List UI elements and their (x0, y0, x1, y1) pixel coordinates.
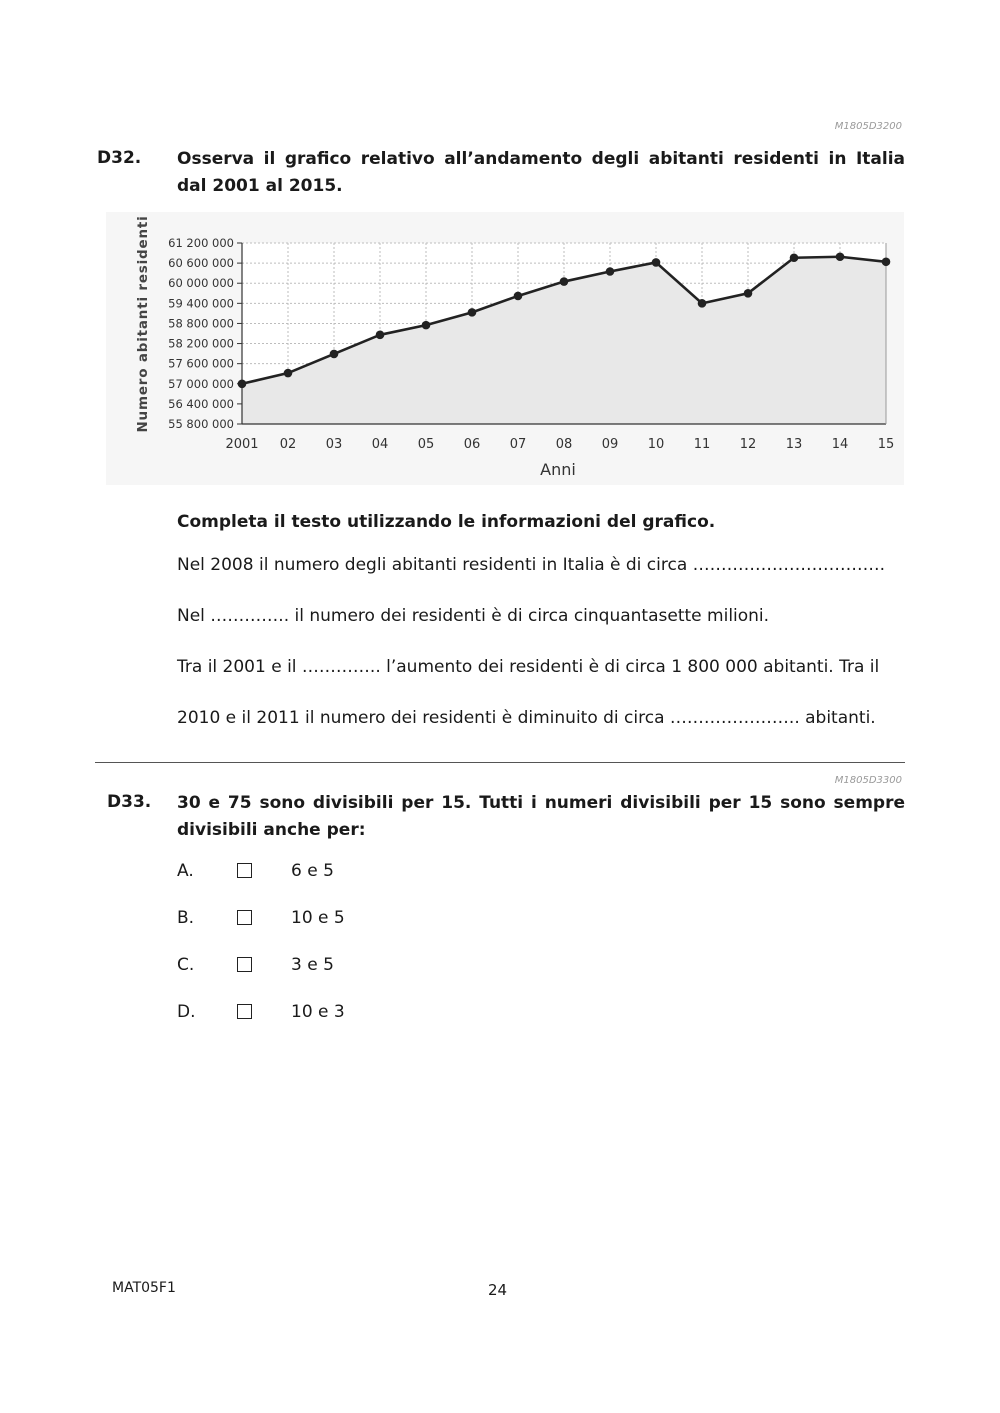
y-tick-label: 57 000 000 (168, 376, 234, 391)
x-tick-label: 08 (555, 437, 573, 452)
checkbox-icon[interactable] (237, 1004, 252, 1019)
y-tick-label: 56 400 000 (168, 396, 234, 411)
page-number: 24 (488, 1281, 508, 1299)
fill-in-line-2: Nel ………….. il numero dei residenti è di circa cinquantasette milioni. (177, 606, 770, 626)
question-code: M1805D3300 (834, 775, 902, 786)
fill-in-line-1: Nel 2008 il numero degli abitanti residenti in Italia è di circa ……………………………. (177, 555, 886, 575)
option-value: 3 e 5 (291, 955, 334, 975)
checkbox-icon[interactable] (237, 910, 252, 925)
fill-in-line-4: 2010 e il 2011 il numero dei residenti è diminuito di circa ………………….. abitanti. (177, 708, 876, 728)
x-tick-label: 04 (371, 437, 389, 452)
question-code: M1805D3200 (834, 121, 902, 132)
data-point (698, 299, 707, 308)
x-tick-label: 05 (417, 437, 435, 452)
x-tick-label: 03 (325, 437, 343, 452)
data-point (468, 308, 477, 317)
option-label: A. (177, 861, 194, 881)
y-axis-label: Numero abitanti residenti (135, 215, 151, 433)
y-tick-label: 59 400 000 (168, 296, 234, 311)
data-point (238, 379, 247, 388)
data-point (422, 321, 431, 330)
x-tick-label: 10 (647, 437, 665, 452)
fill-in-line-3: Tra il 2001 e il ………….. l’aumento dei residenti è di circa 1 800 000 abitanti. Tra il (177, 657, 880, 677)
question-text: Osserva il grafico relativo all’andamento degli abitanti residenti in Italia dal 2001 al 2015. (177, 149, 905, 196)
data-point (790, 253, 799, 262)
population-chart (106, 212, 904, 485)
chart-container (106, 212, 904, 485)
y-tick-labels (168, 236, 234, 431)
option-label: D. (177, 1002, 196, 1022)
data-point (284, 369, 293, 378)
data-point (836, 252, 845, 261)
x-tick-label: 07 (509, 437, 527, 452)
x-tick-label: 14 (831, 437, 849, 452)
data-point (744, 289, 753, 298)
question-number: D32. (97, 148, 142, 168)
data-point (882, 257, 891, 266)
data-point (330, 350, 339, 359)
x-tick-label: 13 (785, 437, 803, 452)
option-value: 10 e 3 (291, 1002, 345, 1022)
footer-code: MAT05F1 (112, 1280, 176, 1296)
data-point (606, 267, 615, 276)
question-number: D33. (107, 792, 152, 812)
x-tick-label: 2001 (225, 437, 259, 452)
option-label: C. (177, 955, 195, 975)
x-tick-label: 02 (279, 437, 297, 452)
x-axis-label: Anni (540, 460, 576, 479)
x-tick-label: 15 (877, 437, 895, 452)
data-point (514, 292, 523, 301)
instruction-text: Completa il testo utilizzando le informazioni del grafico. (177, 512, 716, 532)
checkbox-icon[interactable] (237, 957, 252, 972)
x-tick-label: 06 (463, 437, 481, 452)
data-point (376, 331, 385, 340)
x-tick-label: 11 (693, 437, 711, 452)
y-tick-label: 60 600 000 (168, 256, 234, 271)
x-tick-label: 09 (601, 437, 619, 452)
y-tick-label: 58 800 000 (168, 316, 234, 331)
y-tick-label: 58 200 000 (168, 336, 234, 351)
y-tick-label: 55 800 000 (168, 417, 234, 431)
option-value: 10 e 5 (291, 908, 345, 928)
y-tick-label: 61 200 000 (168, 236, 234, 250)
y-tick-label: 60 000 000 (168, 276, 234, 291)
section-divider (95, 762, 905, 763)
checkbox-icon[interactable] (237, 863, 252, 878)
y-tick-label: 57 600 000 (168, 356, 234, 371)
x-tick-labels (225, 437, 894, 452)
data-point (560, 277, 569, 286)
option-value: 6 e 5 (291, 861, 334, 881)
x-tick-label: 12 (739, 437, 757, 452)
data-point (652, 258, 661, 267)
question-text: 30 e 75 sono divisibili per 15. Tutti i numeri divisibili per 15 sono sempre divisibili anche per: (177, 793, 905, 840)
option-label: B. (177, 908, 195, 928)
